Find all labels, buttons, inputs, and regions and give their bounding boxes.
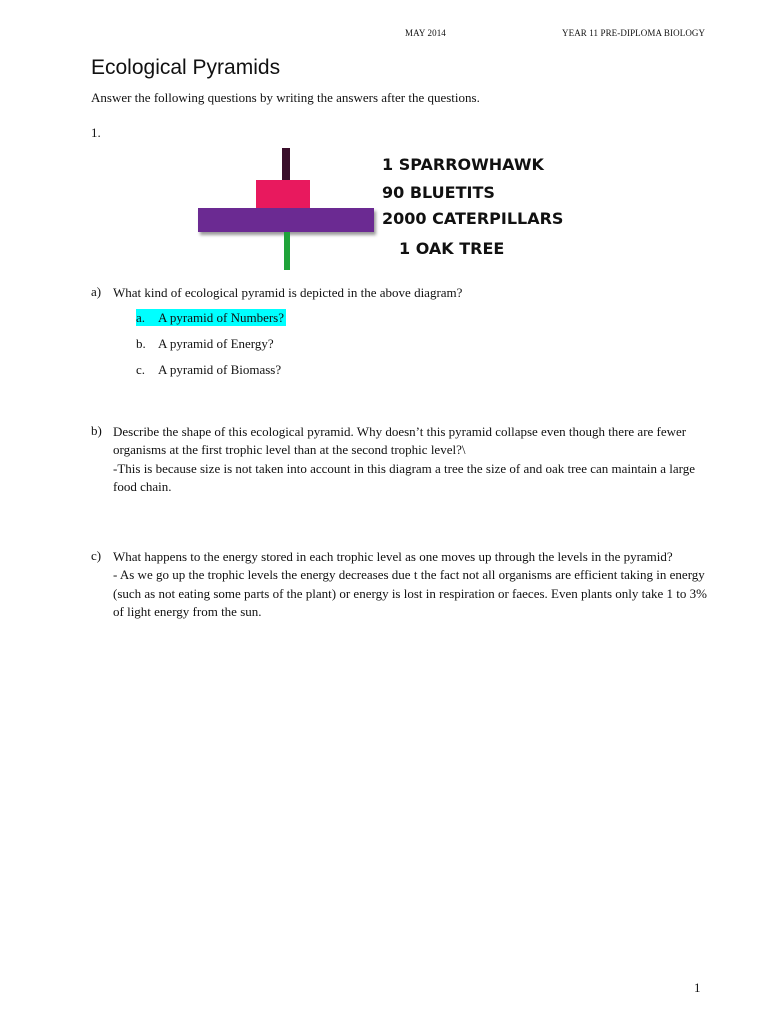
question-number: 1. xyxy=(91,125,101,140)
option-text: A pyramid of Numbers? xyxy=(158,310,285,325)
question-a-label: a) xyxy=(91,284,102,299)
header-date: MAY 2014 xyxy=(405,28,446,38)
page-number: 1 xyxy=(694,980,701,995)
pyramid-bar-caterpillars xyxy=(198,208,374,232)
pyramid-bar-bluetits xyxy=(256,180,310,210)
option-a xyxy=(136,310,286,326)
pyramid-bar-sparrowhawk xyxy=(282,148,290,182)
question-c-label: c) xyxy=(91,548,102,563)
pyramid-of-numbers-figure xyxy=(196,140,600,272)
option-c xyxy=(136,362,281,378)
pyramid-label-bluetits: 90 BLUETITS xyxy=(382,183,495,202)
question-b-block xyxy=(113,423,713,496)
option-letter: b. xyxy=(136,336,146,351)
question-b-answer: -This is because size is not taken into account in this diagram a tree the size of and oak tree can maintain a large food chain. xyxy=(113,460,696,494)
option-letter: c. xyxy=(136,362,146,377)
question-c-block xyxy=(113,548,713,621)
question-c-answer: - As we go up the trophic levels the energy decreases due t the fact not all organisms are efficient taking in energy (such as not eating some parts of the plant) or energy is lost in respiration or faeces. Even plants only take 1 to 3% of light energy from the sun. xyxy=(113,567,707,619)
option-letter: a. xyxy=(136,310,146,325)
pyramid-label-oak-tree: 1 OAK TREE xyxy=(399,239,505,258)
question-b-label: b) xyxy=(91,423,102,438)
question-a-text: What kind of ecological pyramid is depicted in the above diagram? xyxy=(113,285,463,300)
pyramid-label-caterpillars: 2000 CATERPILLARS xyxy=(382,209,564,228)
option-text: A pyramid of Biomass? xyxy=(158,362,282,377)
pyramid-bar-oak-tree xyxy=(284,232,290,270)
header-course: YEAR 11 PRE-DIPLOMA BIOLOGY xyxy=(562,28,706,38)
option-text: A pyramid of Energy? xyxy=(158,336,274,351)
option-b xyxy=(136,336,274,352)
pyramid-label-sparrowhawk: 1 SPARROWHAWK xyxy=(382,155,544,174)
option-a-highlight xyxy=(136,309,286,326)
instructions: Answer the following questions by writing the answers after the questions. xyxy=(91,90,480,105)
question-c-text: What happens to the energy stored in each trophic level as one moves up through the levels in the pyramid? xyxy=(113,549,673,564)
page-title: Ecological Pyramids xyxy=(91,56,281,79)
question-b-text: Describe the shape of this ecological pyramid. Why doesn’t this pyramid collapse even though there are fewer organisms at the first trophic level than at the second trophic level?\ xyxy=(113,424,687,458)
